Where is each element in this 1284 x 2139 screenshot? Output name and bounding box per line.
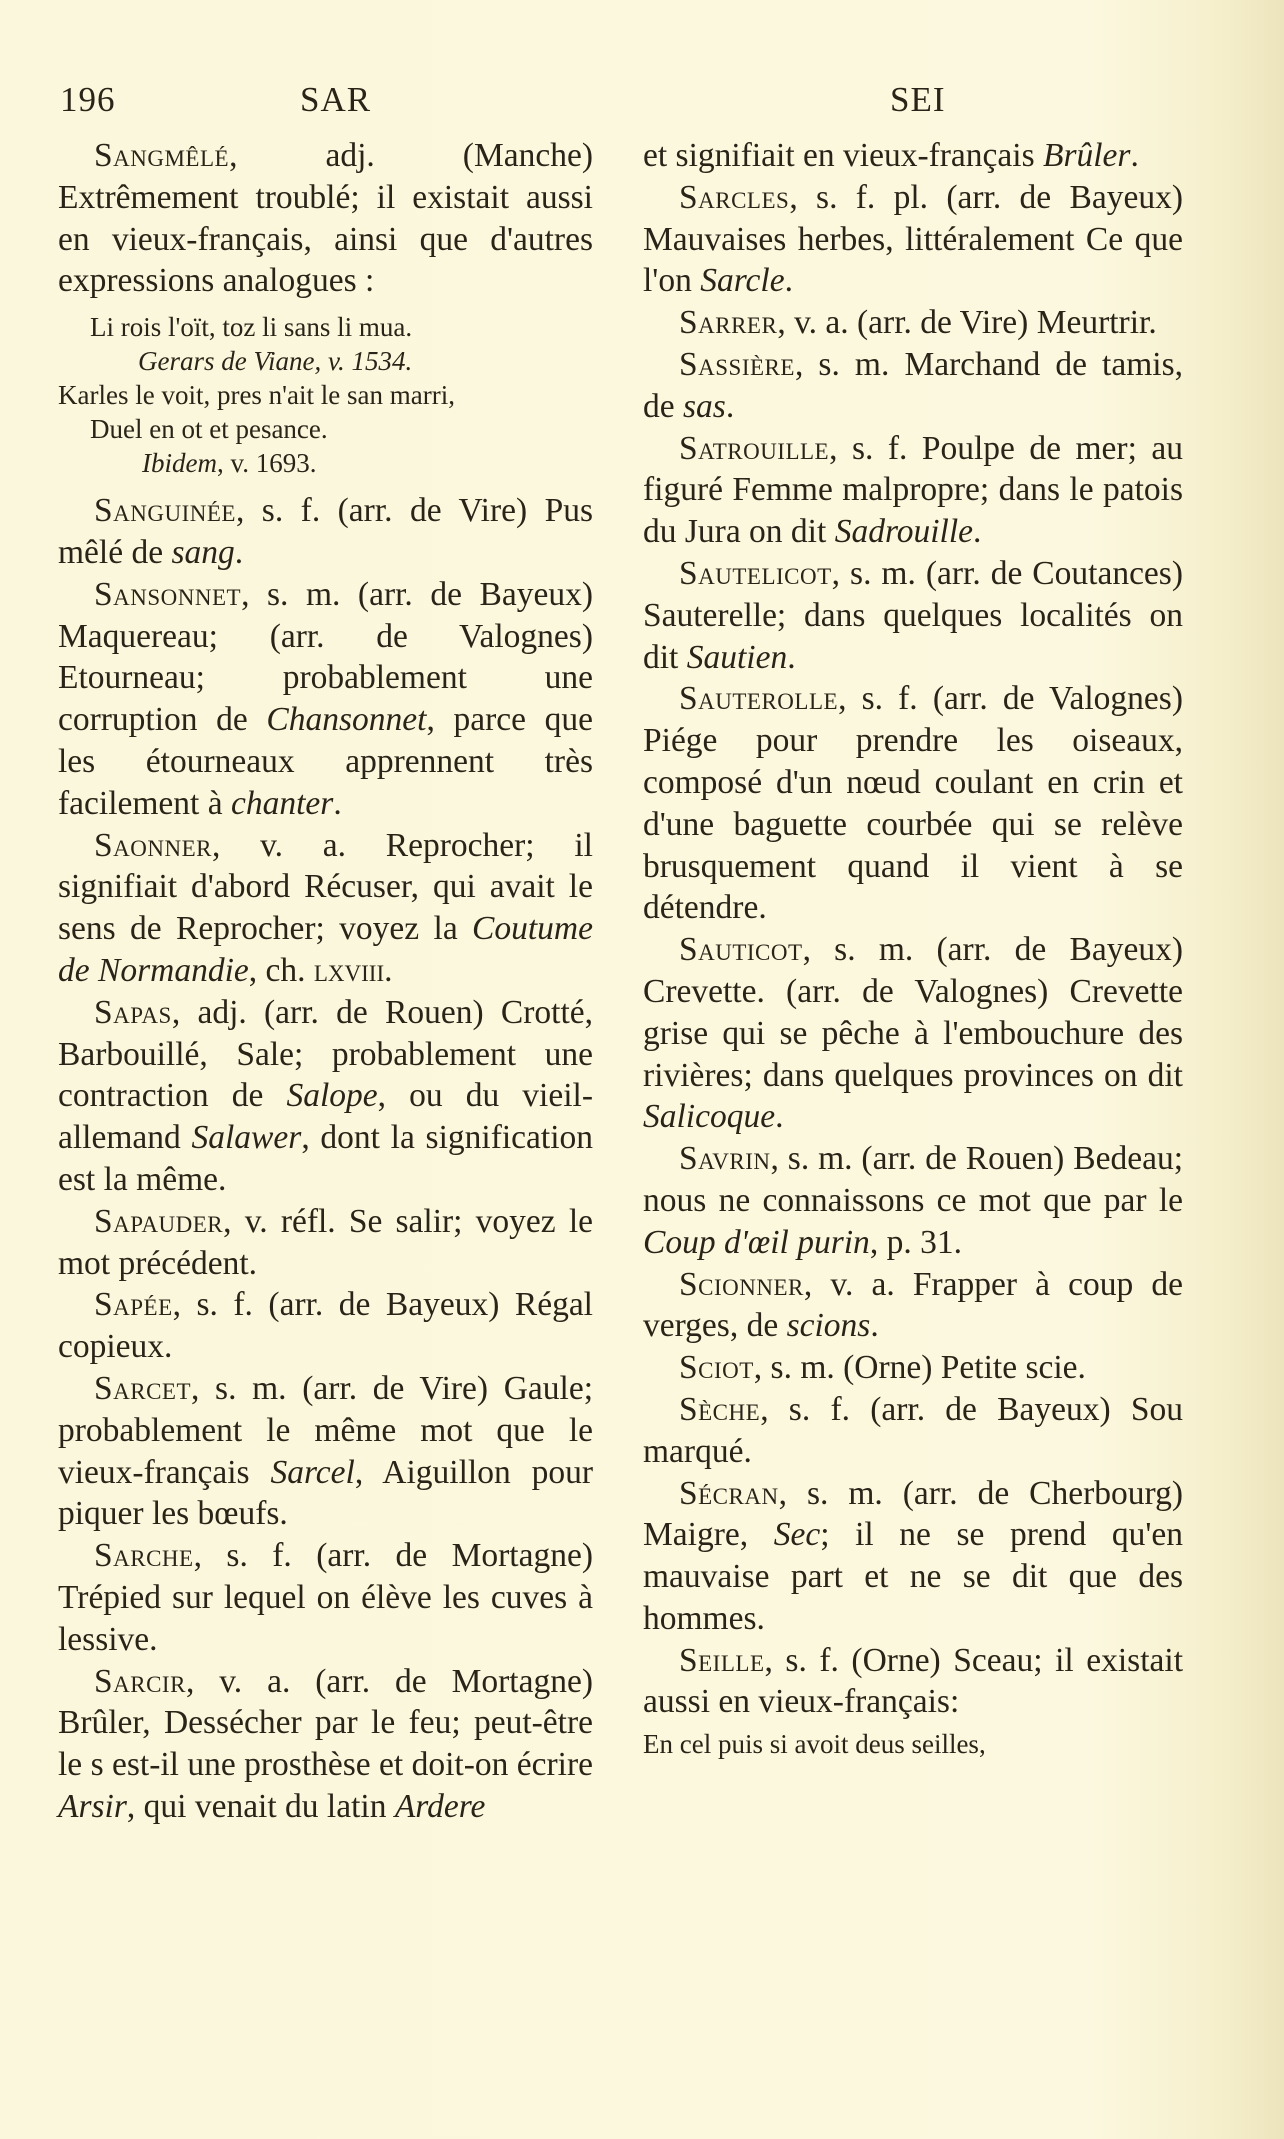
- punctuation: .: [787, 638, 796, 676]
- definition: , v. a. Reprocher; il signifiait d'abord Récuser, qui avait le sens de Reprocher; voyez la: [58, 826, 593, 948]
- definition: , s. f. (arr. de Bayeux) Régal copieux.: [58, 1286, 593, 1366]
- definition: , s. m. (arr. de Coutances) Sauterelle; dans quelques localités on dit: [643, 554, 1183, 676]
- definition: , ou du vieil-allemand: [58, 1077, 593, 1157]
- definition: , s. m. (arr. de Bayeux) Maquereau; (arr. de Valognes) Etourneau; probablement une corruption de: [58, 575, 593, 739]
- verse-line: Li rois l'oït, toz li sans li mua.: [90, 312, 413, 343]
- definition: , adj. (arr. de Rouen) Crotté, Barbouillé, Sale; probablement une contraction de: [58, 993, 593, 1115]
- verse-line: En cel puis si avoit deus seilles,: [643, 1729, 986, 1760]
- definition: , s. f. pl. (arr. de Bayeux) Mauvaises herbes, littéralement Ce que l'on: [643, 178, 1183, 300]
- punctuation: .: [333, 784, 342, 822]
- running-head: [60, 80, 1284, 140]
- italic-term: Sadrouille: [834, 513, 974, 551]
- entry-sapas: [58, 992, 593, 1201]
- definition: , Aiguillon pour piquer les bœufs.: [58, 1453, 593, 1533]
- entry-sangmele: [58, 135, 593, 302]
- entry-saonner: [58, 825, 593, 992]
- italic-term: Chansonnet: [266, 701, 427, 739]
- entry-sarrer: [643, 302, 1183, 344]
- headword: Sassière: [679, 345, 795, 383]
- headword: Sapée: [94, 1286, 173, 1324]
- definition: , s. m. (arr. de Vire) Gaule; probablement le même mot que le vieux-français: [58, 1369, 593, 1491]
- headword: Sarcir: [94, 1662, 186, 1700]
- headword: Sapauder: [94, 1202, 224, 1240]
- italic-term: Coup d'œil purin: [643, 1223, 870, 1261]
- italic-term: chanter: [230, 784, 334, 822]
- definition: , s. m. (arr. de Rouen) Bedeau; nous ne connaissons ce mot que par le: [643, 1140, 1183, 1219]
- headword: Sèche: [679, 1390, 761, 1428]
- headword: Sangmêlé: [94, 137, 230, 174]
- punctuation: .: [784, 262, 793, 300]
- roman-numeral: lxviii: [313, 951, 385, 989]
- punctuation: .: [973, 513, 982, 551]
- headword: Seille: [679, 1641, 765, 1679]
- headword: Sapas: [94, 993, 172, 1031]
- definition: , v. réfl. Se salir; voyez le mot précédent.: [58, 1202, 593, 1282]
- definition: , s. m. (Orne) Petite scie.: [753, 1349, 1086, 1387]
- page-number: 196: [60, 80, 116, 119]
- definition: , qui venait du latin: [126, 1787, 395, 1825]
- definition: , ch.: [248, 951, 314, 989]
- headword: Sauterolle: [679, 680, 839, 718]
- entry-sarcet: [58, 1368, 593, 1535]
- headword: Sansonnet: [94, 575, 242, 613]
- entry-sapee: [58, 1284, 593, 1368]
- headword: Satrouille: [679, 429, 830, 467]
- entry-sarcir: [58, 1661, 593, 1828]
- definition: , p. 31.: [869, 1223, 962, 1261]
- headword: Sautelicot: [679, 554, 832, 592]
- definition: ; il ne se prend qu'en mauvaise part et ne se dit que des hommes.: [643, 1516, 1183, 1637]
- headword: Sauticot: [679, 931, 803, 969]
- italic-term: Sautien: [686, 638, 788, 676]
- verse-citation: [58, 446, 593, 480]
- entry-sansonnet: [58, 574, 593, 825]
- punctuation: .: [1130, 137, 1139, 174]
- italic-term: Sarcle: [700, 262, 785, 300]
- left-running-head: SAR: [300, 80, 372, 119]
- italic-term: Coutume de Normandie: [58, 910, 593, 989]
- definition: , s. f. Poulpe de mer; au figuré Femme malpropre; dans le patois du Jura on dit: [643, 429, 1183, 551]
- punctuation: .: [725, 387, 735, 425]
- entry-sauticot: [643, 929, 1183, 1138]
- verse-line: Duel en ot et pesance.: [90, 414, 328, 445]
- definition: , s. m. (arr. de Bayeux) Crevette. (arr. de Valognes) Crevette grise qui se pêche à l'embouchure des rivières; dans quelques provinces on dit: [643, 931, 1183, 1094]
- headword: Sarcles: [679, 178, 790, 216]
- definition: et signifiait en vieux-français: [643, 137, 1043, 174]
- italic-term: sas: [683, 387, 726, 425]
- left-column: [58, 135, 593, 1828]
- citation-source: Ibidem: [142, 448, 217, 479]
- headword: Sarrer: [679, 304, 778, 342]
- italic-term: Salope: [286, 1077, 378, 1115]
- punctuation: .: [775, 1098, 784, 1136]
- definition: , adj. (Manche) Extrêmement troublé; il existait aussi en vieux-français, ainsi que d'autres expressions analogues :: [58, 137, 593, 300]
- headword: Savrin: [679, 1140, 771, 1178]
- definition: , s. f. (arr. de Vire) Pus mêlé de: [58, 492, 593, 571]
- entry-seche: [643, 1389, 1183, 1473]
- verse-citation: Gerars de Viane, v. 1534.: [138, 346, 413, 377]
- headword: Saonner: [94, 826, 212, 864]
- entry-sassiere: [643, 344, 1183, 428]
- definition: , v. a. (arr. de Mortagne) Brûler, Dessécher par le feu; peut-être le s est-il une prosthèse et doit-on écrire: [58, 1662, 593, 1784]
- headword: Sécran: [679, 1474, 779, 1512]
- entry-savrin: [643, 1138, 1183, 1263]
- definition: , s. m. Marchand de tamis, de: [643, 345, 1183, 425]
- citation-ref: , v. 1693.: [216, 448, 317, 479]
- definition: , s. f. (arr. de Bayeux) Sou marqué.: [643, 1390, 1183, 1470]
- italic-term: Salawer: [191, 1119, 302, 1157]
- headword: Sciot: [679, 1349, 754, 1387]
- entry-seille: [643, 1640, 1183, 1724]
- definition: , parce que les étourneaux apprennent très facilement à: [58, 701, 593, 822]
- italic-term: Ardere: [394, 1787, 486, 1825]
- italic-term: scions: [786, 1307, 871, 1345]
- headword: Sarche: [94, 1537, 194, 1575]
- punctuation: .: [234, 533, 244, 571]
- italic-term: Arsir: [58, 1787, 127, 1825]
- entry-sarche: [58, 1535, 593, 1660]
- italic-term: Sec: [773, 1516, 821, 1554]
- entry-sauterolle: [643, 678, 1183, 929]
- right-column: [643, 135, 1183, 1761]
- entry-sarcles: [643, 177, 1183, 302]
- entry-sciot: [643, 1347, 1183, 1389]
- definition: , s. f. (arr. de Mortagne) Trépied sur lequel on élève les cuves à lessive.: [58, 1537, 593, 1658]
- italic-term: Salicoque: [643, 1098, 776, 1136]
- entry-sautelicot: [643, 553, 1183, 678]
- verse-line: Karles le voit, pres n'ait le san marri,: [58, 380, 455, 411]
- right-running-head: SEI: [890, 80, 946, 119]
- definition: , v. a. (arr. de Vire) Meurtrir.: [777, 304, 1157, 342]
- entry-satrouille: [643, 428, 1183, 553]
- definition: , dont la signification est la même.: [58, 1119, 594, 1198]
- italic-term: Brûler: [1043, 137, 1131, 174]
- definition: , s. f. (Orne) Sceau; il existait aussi en vieux-français:: [643, 1641, 1183, 1721]
- headword: Scionner: [679, 1265, 804, 1303]
- punctuation: .: [384, 951, 393, 989]
- headword: Sanguinée: [94, 492, 236, 530]
- verse-quotation: [58, 310, 593, 480]
- headword: Sarcet: [94, 1369, 192, 1407]
- definition: , v. a. Frapper à coup de verges, de: [643, 1265, 1183, 1345]
- entry-sarcir-continued: [643, 135, 1183, 177]
- definition: , s. f. (arr. de Valognes) Piége pour prendre les oiseaux, composé d'un nœud coulant en crin et d'une baguette courbée qui se relève brusquement quand il vient à se détendre.: [643, 680, 1183, 927]
- italic-term: sang: [171, 533, 235, 571]
- punctuation: .: [870, 1307, 879, 1345]
- entry-scionner: [643, 1264, 1183, 1348]
- entry-secran: [643, 1473, 1183, 1640]
- entry-sanguinee: [58, 490, 593, 574]
- definition: , s. m. (arr. de Cherbourg) Maigre,: [643, 1474, 1183, 1554]
- entry-sapauder: [58, 1201, 593, 1285]
- italic-term: Sarcel: [270, 1453, 355, 1491]
- verse-quotation: [643, 1727, 1183, 1761]
